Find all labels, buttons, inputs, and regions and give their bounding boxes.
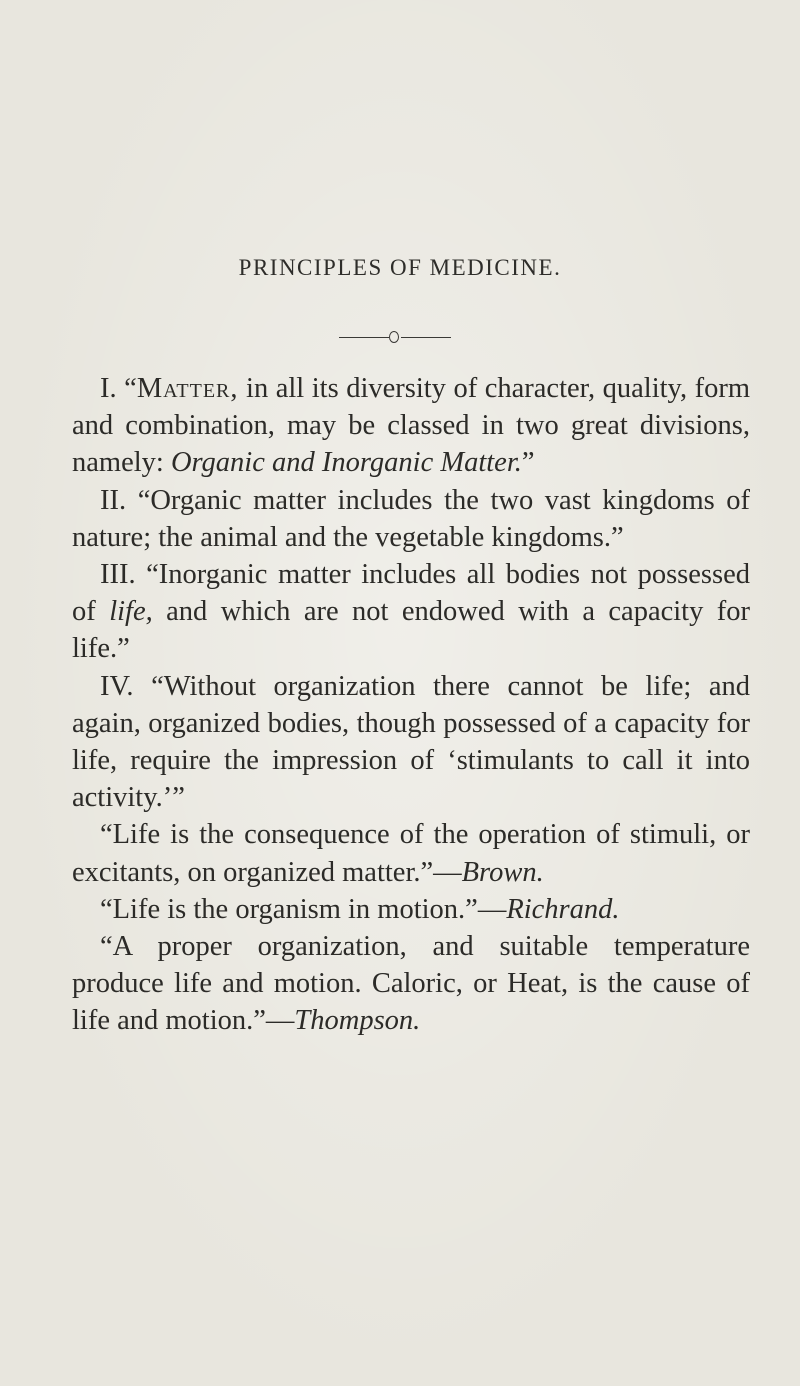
ornamental-divider: [339, 331, 451, 345]
page-heading: PRINCIPLES OF MEDICINE.: [238, 255, 562, 280]
paragraph-text: “Organic matter includes the two vast kingdoms of nature; the animal and the vegetable kingdoms.”: [72, 484, 751, 553]
paragraph-text: “Without organization there cannot be life; and again, organized bodies, though possessed of a capacity for life, require the impression of ‘stimulants to call it into activity.’”: [72, 670, 751, 814]
quote-text: “A proper organization, and suitable temperature produce life and motion. Caloric, or Heat, is the cause of life and motion.”—: [72, 931, 750, 1037]
quote-thompson: [72, 928, 750, 1040]
paragraph-number: II.: [100, 484, 127, 516]
body-text: [72, 370, 750, 1040]
paragraph-3: [72, 556, 750, 668]
italic-word: life,: [109, 596, 153, 628]
quote-author: Brown.: [461, 856, 544, 888]
open-quote: “: [124, 373, 137, 404]
paragraph-text: “Inorganic matter includes all bodies not possessed of: [72, 559, 750, 628]
divider-line-right: [401, 337, 451, 338]
paragraph-number: IV.: [100, 670, 134, 702]
quote-brown: [72, 816, 750, 890]
close-quote: ”: [521, 447, 535, 479]
italic-phrase: Organic and Inorganic Matter.: [170, 447, 522, 479]
paragraph-number: III.: [100, 559, 136, 591]
lead-word: Matter,: [136, 373, 239, 404]
quote-richrand: [72, 891, 750, 928]
paragraph-2: [72, 482, 750, 556]
divider-line-left: [339, 337, 389, 338]
paragraph-1: [72, 370, 750, 482]
quote-author: Richrand.: [506, 893, 620, 925]
quote-author: Thompson.: [294, 1005, 421, 1037]
paragraph-text: in all its diversity of character, quality, form and combination, may be classed in two great divisions, namely:: [72, 373, 750, 479]
paragraph-text: and which are not endowed with a capacity for life.”: [72, 596, 751, 665]
paragraph-number: I.: [100, 373, 117, 404]
divider-circle-ornament: [389, 331, 399, 343]
quote-text: “Life is the consequence of the operation of stimuli, or excitants, on organized matter.”—: [72, 819, 750, 888]
quote-text: “Life is the organism in motion.”—: [100, 893, 507, 925]
paragraph-4: [72, 668, 750, 817]
